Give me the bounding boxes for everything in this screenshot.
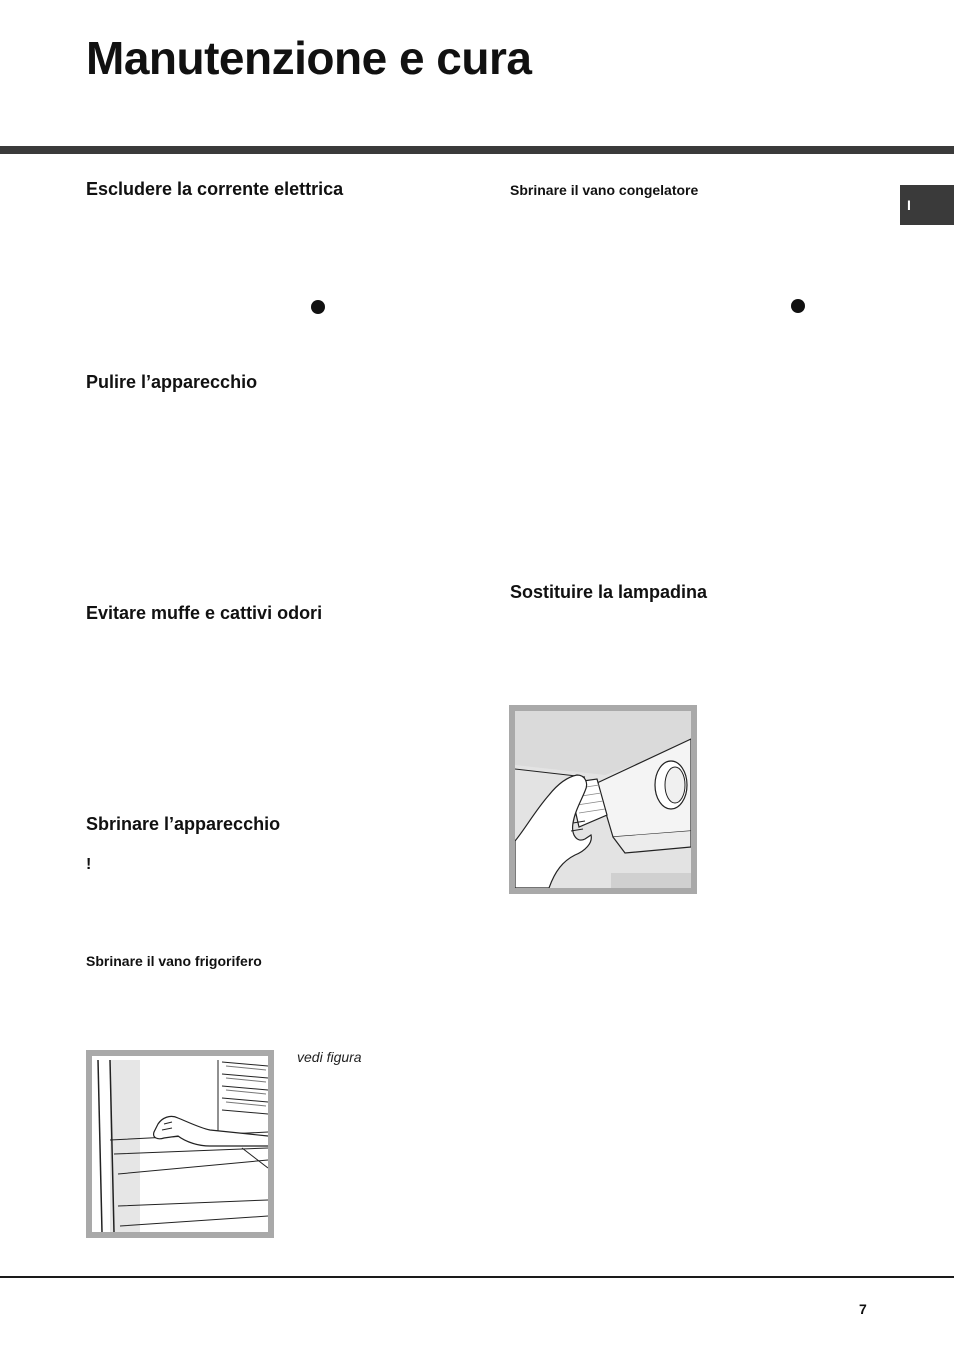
figure-caption: vedi figura: [297, 1049, 362, 1065]
heading-escludere-corrente: Escludere la corrente elettrica: [86, 179, 344, 199]
heading-sbrinare-congelatore: Sbrinare il vano congelatore: [510, 182, 699, 198]
header-divider: [0, 146, 954, 154]
footer-divider: [0, 1276, 954, 1278]
bullet-dot-icon: [311, 300, 325, 314]
lamp-replacement-illustration: [515, 711, 691, 888]
heading-sbrinare-frigorifero: Sbrinare il vano frigorifero: [86, 953, 262, 969]
heading-sostituire-lampadina: Sostituire la lampadina: [510, 582, 708, 602]
warning-mark: !: [86, 856, 92, 873]
language-tab: I: [900, 185, 954, 225]
fridge-interior-illustration: [92, 1056, 268, 1232]
page-number: 7: [859, 1301, 867, 1317]
heading-evitare-muffe: Evitare muffe e cattivi odori: [86, 603, 323, 623]
heading-pulire-apparecchio: Pulire l’apparecchio: [86, 372, 258, 392]
page-title: Manutenzione e cura: [86, 32, 532, 84]
heading-sbrinare-apparecchio: Sbrinare l’apparecchio: [86, 814, 281, 834]
bullet-dot-icon: [791, 299, 805, 313]
fridge-defrost-figure: [86, 1050, 274, 1238]
lamp-replacement-figure: [509, 705, 697, 894]
